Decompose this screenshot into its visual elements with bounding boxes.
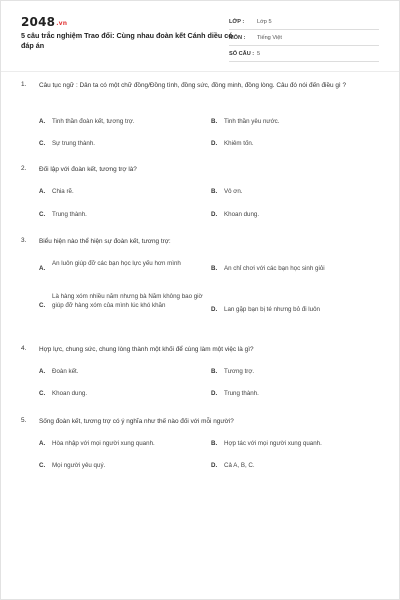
site-logo[interactable]: [21, 15, 67, 29]
meta-subject-label: MÔN :: [229, 34, 246, 41]
question-number: 3.: [21, 237, 27, 244]
option-text: Trung thành.: [52, 211, 87, 218]
meta-subject-value: Tiếng Việt: [257, 34, 282, 41]
question-3: [21, 237, 383, 332]
option-text: Tinh thần đoàn kết, tương trợ.: [52, 118, 135, 125]
option-letter: C.: [39, 390, 46, 397]
option-text: Trung thành.: [224, 390, 259, 397]
meta-count-value: 5: [257, 50, 261, 57]
option-letter: C.: [39, 462, 46, 469]
option-text: Tinh thần yêu nước.: [224, 118, 280, 125]
logo-number: 2048: [21, 15, 56, 29]
question-2: [21, 165, 383, 225]
option-letter: A.: [39, 440, 46, 447]
option-letter: D.: [211, 140, 218, 147]
document-header: [1, 1, 399, 63]
option-text: Mọi người yêu quý.: [52, 462, 106, 469]
option-text: Sự trung thành.: [52, 140, 96, 147]
option-letter: B.: [211, 440, 218, 447]
option-text: Cả A, B, C.: [224, 462, 255, 469]
option-text: An chỉ chơi với các bạn học sinh giỏi: [224, 265, 325, 272]
logo-suffix: .vn: [56, 20, 68, 27]
question-4: [21, 345, 383, 405]
question-number: 2.: [21, 165, 27, 172]
question-text: Hợp lực, chung sức, chung lòng thành một khối để cùng làm một việc là gì?: [39, 346, 254, 353]
option-letter: B.: [211, 368, 218, 375]
meta-class-label: LỚP :: [229, 18, 245, 25]
option-letter: D.: [211, 211, 218, 218]
question-1: [21, 81, 383, 156]
option-letter: D.: [211, 462, 218, 469]
question-number: 1.: [21, 81, 27, 88]
question-text: Biểu hiện nào thể hiện sự đoàn kết, tương trợ:: [39, 238, 171, 245]
question-number: 4.: [21, 345, 27, 352]
document-title: 5 câu trắc nghiệm Trao đổi: Cùng nhau đoàn kết Cánh diều có đáp án: [21, 31, 233, 50]
header-divider: [1, 71, 399, 72]
option-letter: A.: [39, 368, 46, 375]
option-letter: C.: [39, 302, 46, 309]
question-number: 5.: [21, 417, 27, 424]
option-text: Khiêm tốn.: [224, 140, 254, 147]
meta-class-row: [229, 14, 379, 30]
option-letter: B.: [211, 118, 218, 125]
option-text: Chia rẽ.: [52, 188, 74, 195]
option-letter: B.: [211, 188, 218, 195]
option-letter: C.: [39, 211, 46, 218]
question-5: [21, 417, 383, 477]
option-text: Hòa nhập với mọi người xung quanh.: [52, 440, 155, 447]
option-letter: A.: [39, 265, 46, 272]
option-text: Khoan dung.: [224, 211, 260, 218]
question-text: Đối lập với đoàn kết, tương trợ là?: [39, 166, 137, 173]
option-text: An luôn giúp đỡ các bạn học lực yếu hơn mình: [52, 260, 181, 267]
option-text: Khoan dung.: [52, 390, 88, 397]
option-text: Hợp tác với mọi người xung quanh.: [224, 440, 322, 447]
meta-count-label: SỐ CÂU :: [229, 50, 255, 57]
meta-subject-row: [229, 30, 379, 46]
option-text: Là hàng xóm nhiều năm nhưng bà Năm không bao giờ giúp đỡ hàng xóm của mình lúc khó khăn: [52, 293, 203, 309]
option-text: Đoàn kết.: [52, 368, 79, 375]
option-letter: B.: [211, 265, 218, 272]
option-text: Lan gặp bạn bị té nhưng bỏ đi luôn: [224, 306, 321, 313]
option-letter: D.: [211, 306, 218, 313]
meta-class-value: Lớp 5: [257, 18, 272, 25]
option-letter: A.: [39, 118, 46, 125]
meta-count-row: [229, 46, 379, 62]
option-letter: C.: [39, 140, 46, 147]
question-text: Câu tục ngữ : Dân ta có một chữ đồng/Đồng tình, đồng sức, đồng minh, đồng lòng. Câu đó nói đến điều gì ?: [39, 82, 347, 89]
document-meta: [229, 14, 379, 62]
option-text: Tương trợ.: [224, 368, 255, 375]
option-letter: D.: [211, 390, 218, 397]
option-text: Vô ơn.: [224, 188, 243, 195]
option-letter: A.: [39, 188, 46, 195]
question-text: Sống đoàn kết, tương trợ có ý nghĩa như thế nào đối với mỗi người?: [39, 418, 234, 425]
